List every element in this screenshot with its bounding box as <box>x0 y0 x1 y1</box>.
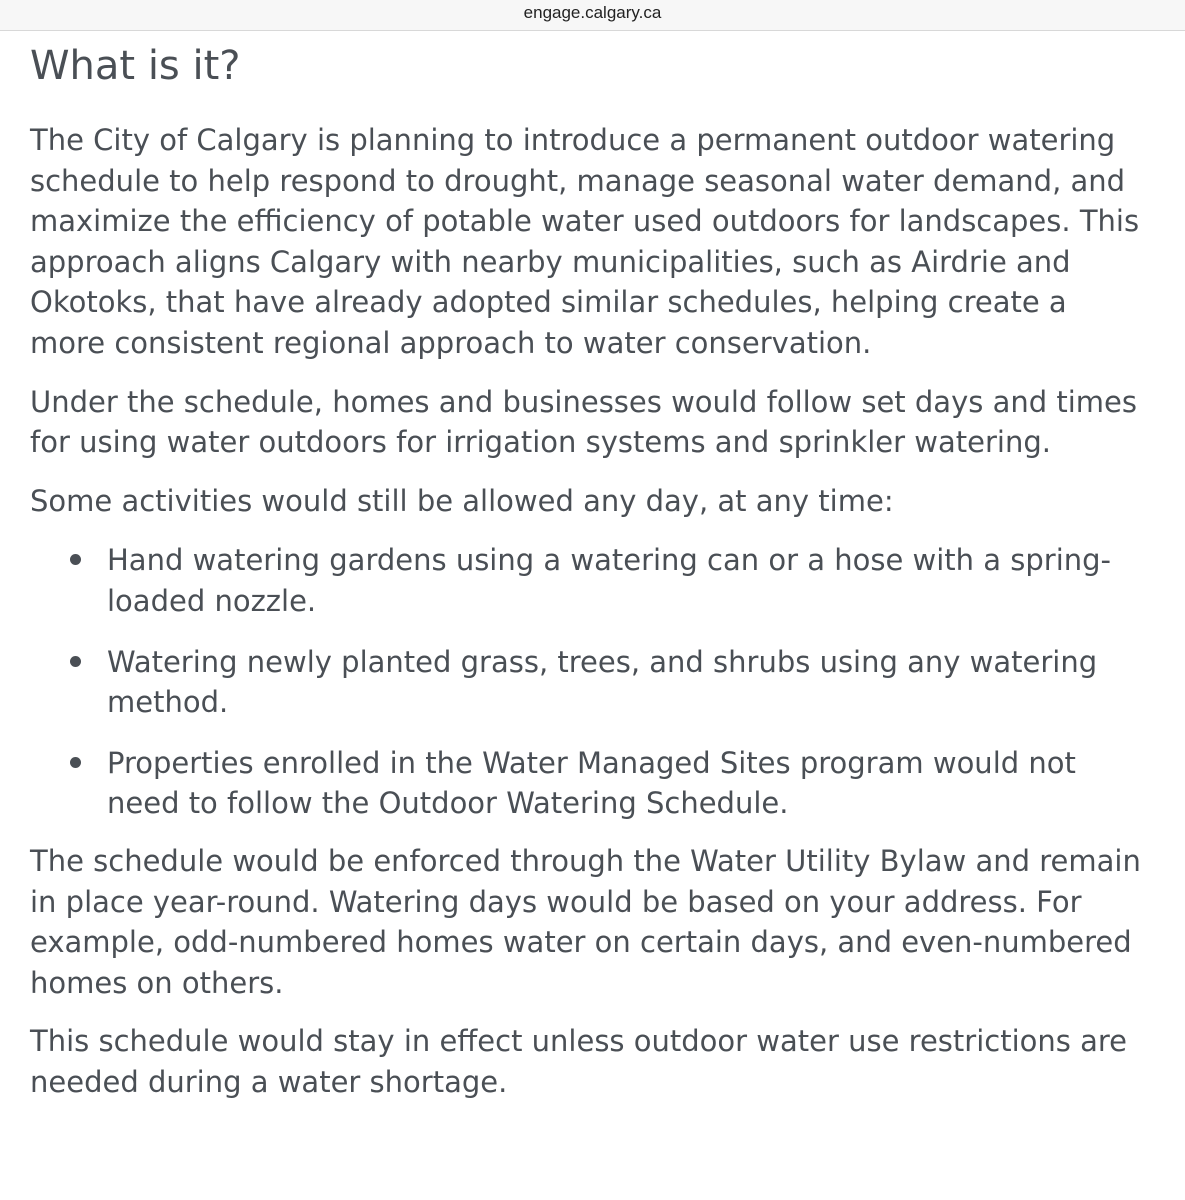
list-item <box>30 540 1150 621</box>
bullet-icon <box>70 656 81 667</box>
activities-intro-paragraph: Some activities would still be allowed any day, at any time: <box>30 483 894 518</box>
url-text: engage.calgary.ca <box>523 3 662 22</box>
schedule-paragraph: Under the schedule, homes and businesses would follow set days and times for using water outdoors for irrigation systems and sprinkler watering. <box>30 384 1137 460</box>
intro-paragraph: The City of Calgary is planning to introduce a permanent outdoor watering schedule to help respond to drought, manage seasonal water demand, and maximize the efficiency of potable water used outdoors for landscapes. This approach aligns Calgary with nearby municipalities, such as Airdrie and Okotoks, that have already adopted similar schedules, helping create a more consistent regional approach to water conservation. <box>30 123 1140 360</box>
shortage-paragraph: This schedule would stay in effect unless outdoor water use restrictions are needed during a water shortage. <box>30 1024 1127 1099</box>
enforcement-paragraph: The schedule would be enforced through the Water Utility Bylaw and remain in place year-round. Watering days would be based on your address. For example, odd-numbered homes water on certain days, and even-numbered homes on others. <box>30 843 1141 1000</box>
list-item-text: Hand watering gardens using a watering can or a hose with a spring-loaded nozzle. <box>107 543 1112 618</box>
list-item-text: Watering newly planted grass, trees, and shrubs using any watering method. <box>107 644 1098 720</box>
list-item <box>30 642 1150 723</box>
page-title: What is it? <box>30 43 241 89</box>
list-item-text: Properties enrolled in the Water Managed Sites program would not need to follow the Outdoor Watering Schedule. <box>107 745 1076 821</box>
bullet-icon <box>70 554 81 565</box>
allowed-activities-list <box>30 540 1150 824</box>
bullet-icon <box>70 757 81 768</box>
list-item <box>30 743 1150 824</box>
address-bar[interactable] <box>0 0 1185 31</box>
article-content <box>30 42 1150 1102</box>
